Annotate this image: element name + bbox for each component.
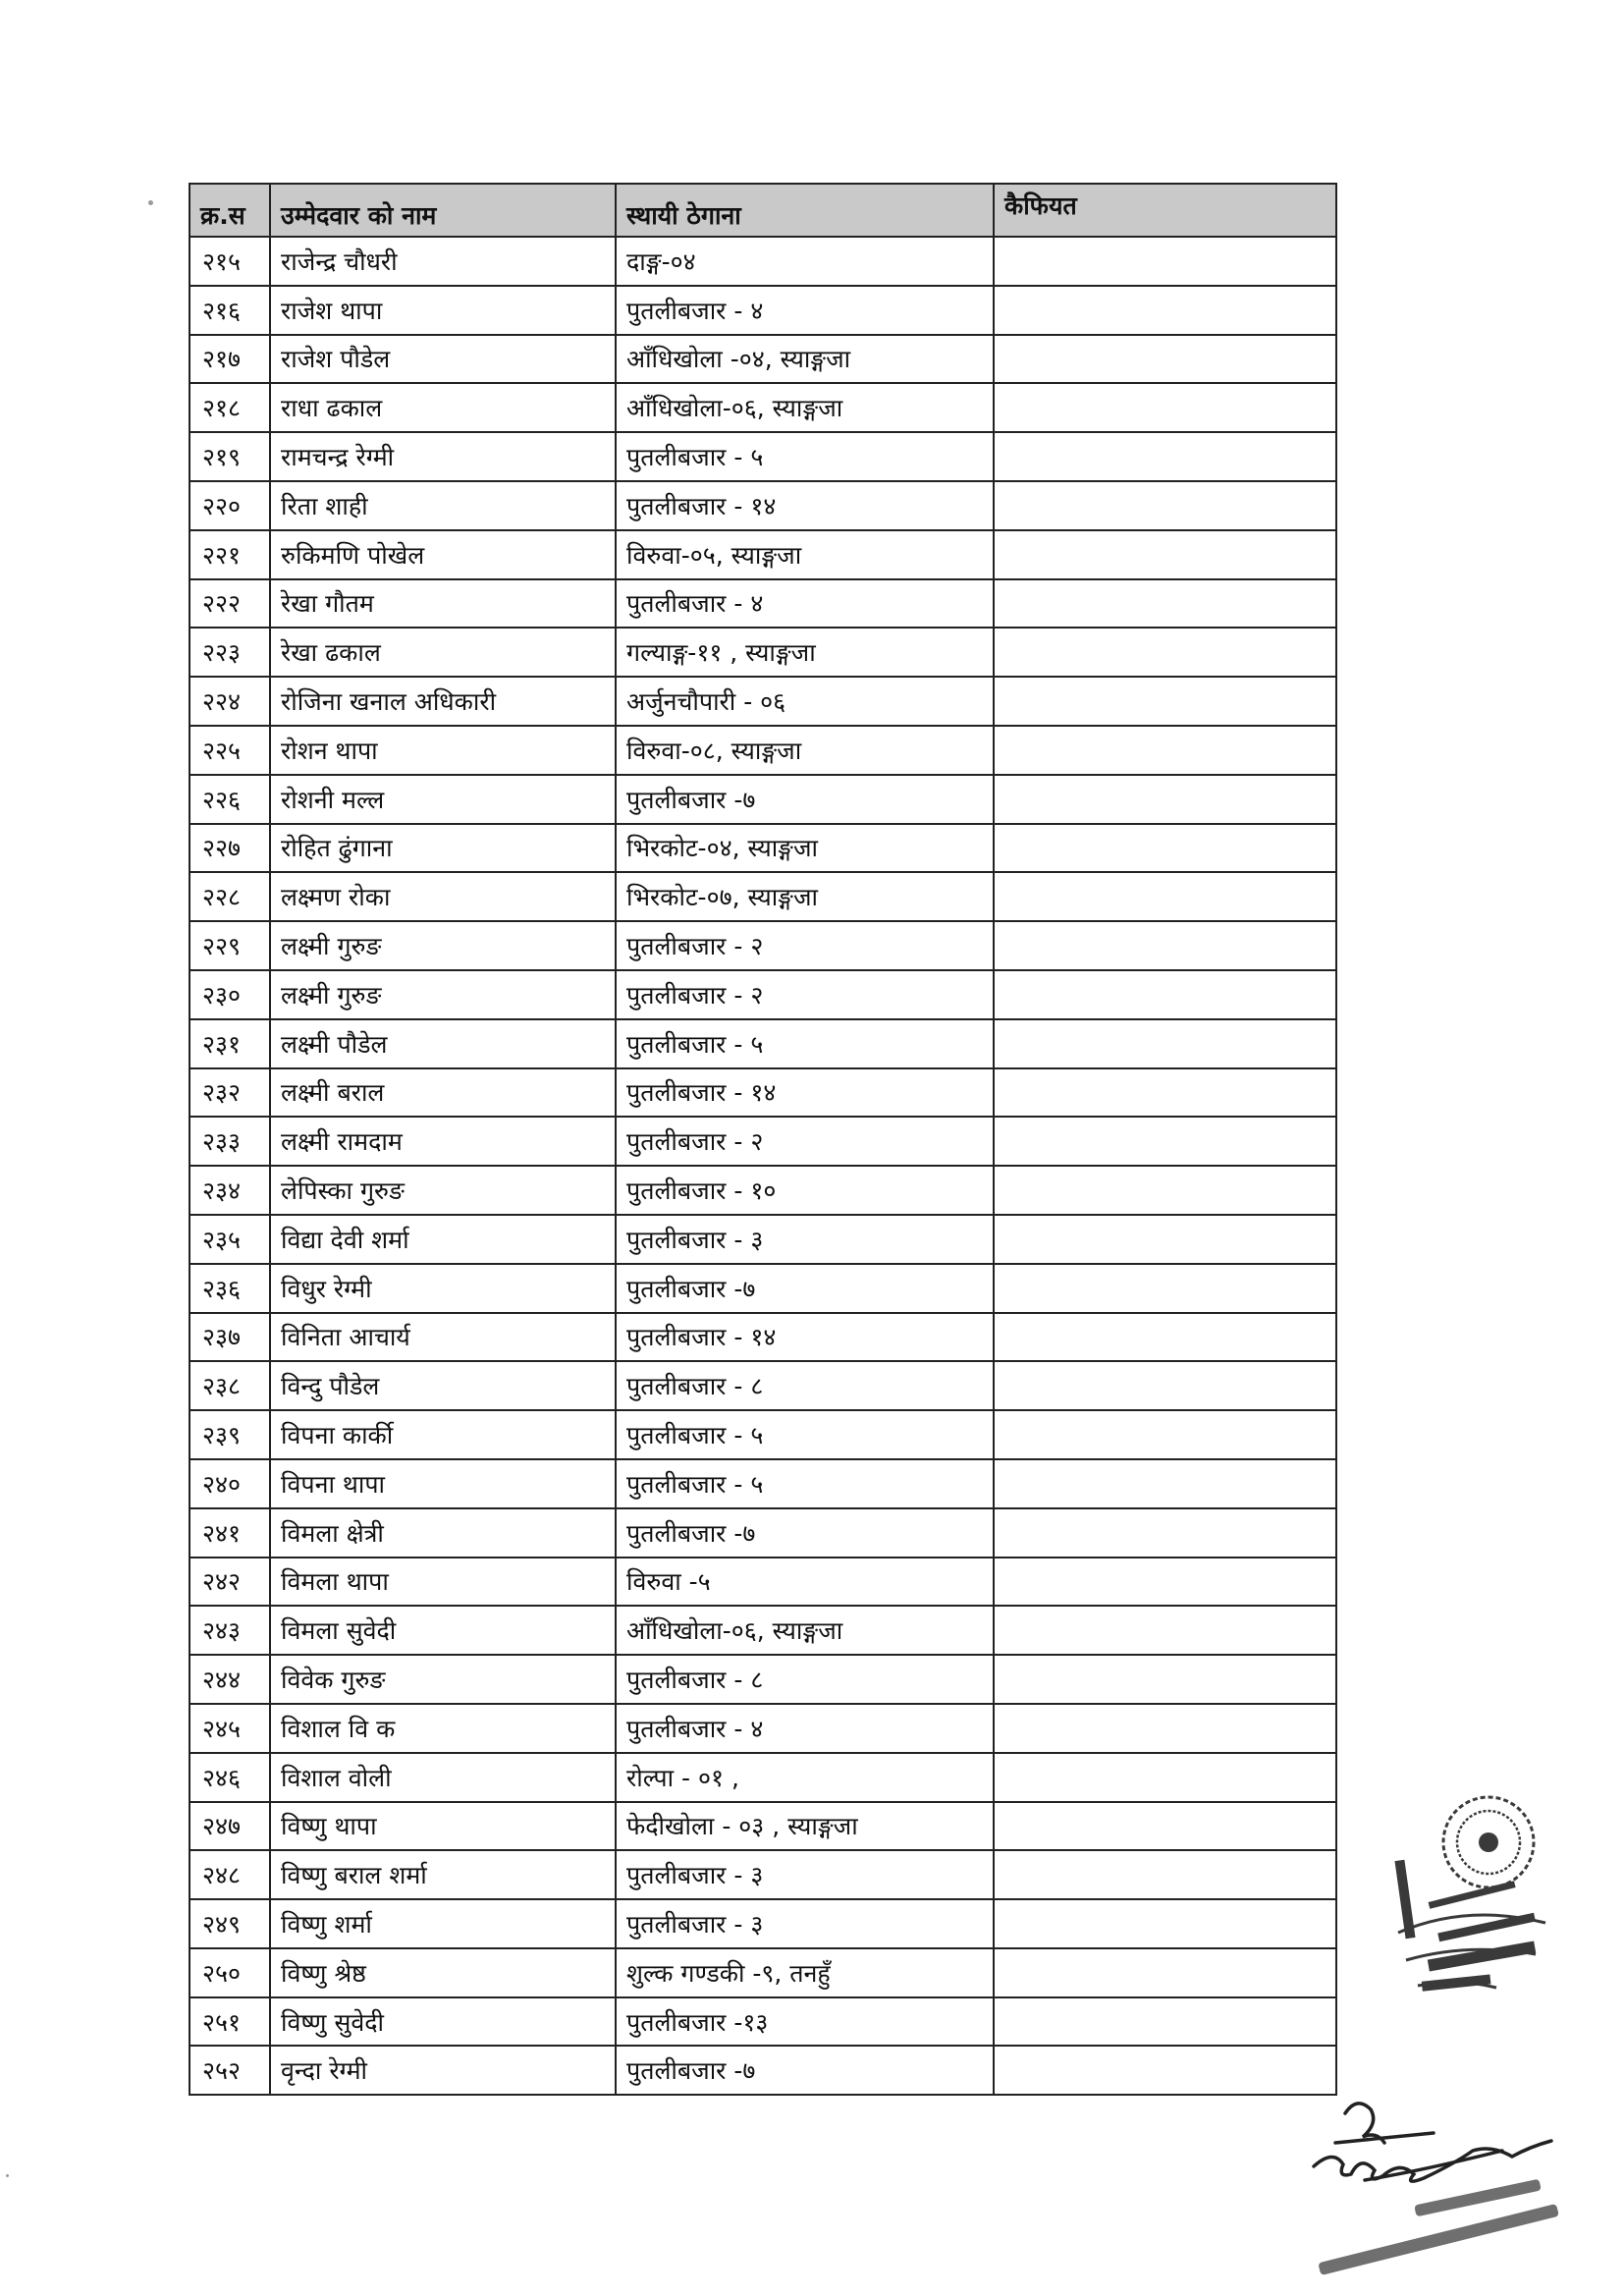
row-serial: २३२ xyxy=(189,1068,270,1118)
row-remarks xyxy=(994,1019,1336,1068)
row-remarks xyxy=(994,775,1336,824)
row-serial: २२२ xyxy=(189,579,270,629)
row-name: विष्णु श्रेष्ठ xyxy=(270,1948,616,1997)
header-address: स्थायी ठेगाना xyxy=(616,184,994,237)
row-remarks xyxy=(994,1753,1336,1802)
row-remarks xyxy=(994,1558,1336,1607)
scan-speck xyxy=(148,200,153,205)
row-address: पुतलीबजार -७ xyxy=(616,775,994,824)
office-seal-stamp xyxy=(1379,1785,1553,2011)
row-remarks xyxy=(994,872,1336,921)
row-remarks xyxy=(994,1802,1336,1851)
row-serial: २४१ xyxy=(189,1508,270,1558)
table-row xyxy=(189,628,1336,677)
row-name: लक्ष्मण रोका xyxy=(270,872,616,921)
row-address: भिरकोट-०४, स्याङ्गजा xyxy=(616,824,994,873)
row-address: पुतलीबजार - ८ xyxy=(616,1361,994,1410)
table-row xyxy=(189,1899,1336,1948)
row-address: पुतलीबजार - ८ xyxy=(616,1655,994,1704)
row-remarks xyxy=(994,383,1336,432)
row-remarks xyxy=(994,921,1336,970)
row-serial: २१७ xyxy=(189,335,270,384)
row-remarks xyxy=(994,1117,1336,1166)
row-name: रिता शाही xyxy=(270,481,616,530)
row-remarks xyxy=(994,1068,1336,1118)
row-name: विशाल वि क xyxy=(270,1704,616,1753)
table-row xyxy=(189,383,1336,432)
row-name: विष्णु बराल शर्मा xyxy=(270,1850,616,1899)
table-row xyxy=(189,1361,1336,1410)
row-address: आँधिखोला-०६, स्याङ्गजा xyxy=(616,1606,994,1655)
table-row xyxy=(189,1264,1336,1313)
row-address: रोल्पा - ०१ , xyxy=(616,1753,994,1802)
row-address: विरुवा-०८, स्याङ्गजा xyxy=(616,726,994,775)
table-row xyxy=(189,1068,1336,1118)
row-address: पुतलीबजार - १४ xyxy=(616,1313,994,1362)
row-remarks xyxy=(994,1704,1336,1753)
table-row xyxy=(189,1166,1336,1215)
row-serial: २३७ xyxy=(189,1313,270,1362)
row-serial: २५१ xyxy=(189,1997,270,2047)
row-address: पुतलीबजार - २ xyxy=(616,970,994,1019)
row-name: राजेश थापा xyxy=(270,286,616,335)
table-body xyxy=(189,237,1336,2095)
table-row xyxy=(189,1802,1336,1851)
row-name: लक्ष्मी गुरुङ xyxy=(270,921,616,970)
row-name: विपना कार्की xyxy=(270,1410,616,1459)
table-row xyxy=(189,1948,1336,1997)
header-name: उम्मेदवार को नाम xyxy=(270,184,616,237)
row-serial: २३१ xyxy=(189,1019,270,1068)
row-serial: २३५ xyxy=(189,1215,270,1264)
row-serial: २४५ xyxy=(189,1704,270,1753)
row-name: लक्ष्मी रामदाम xyxy=(270,1117,616,1166)
row-address: पुतलीबजार - १४ xyxy=(616,1068,994,1118)
row-name: राधा ढकाल xyxy=(270,383,616,432)
row-remarks xyxy=(994,824,1336,873)
row-name: विमला क्षेत्री xyxy=(270,1508,616,1558)
row-address: पुतलीबजार - १० xyxy=(616,1166,994,1215)
table-row xyxy=(189,1850,1336,1899)
row-serial: २३६ xyxy=(189,1264,270,1313)
row-serial: २२० xyxy=(189,481,270,530)
row-name: विष्णु शर्मा xyxy=(270,1899,616,1948)
row-serial: २४३ xyxy=(189,1606,270,1655)
row-address: शुल्क गण्डकी -९, तनहुँ xyxy=(616,1948,994,1997)
row-name: विधुर रेग्मी xyxy=(270,1264,616,1313)
table-row xyxy=(189,872,1336,921)
table-row xyxy=(189,237,1336,286)
scan-speck xyxy=(6,2174,9,2177)
row-name: विमला सुवेदी xyxy=(270,1606,616,1655)
row-remarks xyxy=(994,1948,1336,1997)
row-name: विनिता आचार्य xyxy=(270,1313,616,1362)
row-serial: २२७ xyxy=(189,824,270,873)
row-serial: २१९ xyxy=(189,432,270,481)
row-serial: २१५ xyxy=(189,237,270,286)
row-remarks xyxy=(994,1508,1336,1558)
row-serial: २४४ xyxy=(189,1655,270,1704)
row-address: पुतलीबजार - ४ xyxy=(616,1704,994,1753)
row-serial: २४९ xyxy=(189,1899,270,1948)
row-serial: २४६ xyxy=(189,1753,270,1802)
table-row xyxy=(189,1117,1336,1166)
row-serial: २४८ xyxy=(189,1850,270,1899)
row-remarks xyxy=(994,1313,1336,1362)
header-serial: क्र.स xyxy=(189,184,270,237)
row-serial: २२१ xyxy=(189,530,270,579)
table-row xyxy=(189,824,1336,873)
row-address: भिरकोट-०७, स्याङ्गजा xyxy=(616,872,994,921)
row-remarks xyxy=(994,1361,1336,1410)
row-remarks xyxy=(994,1264,1336,1313)
row-name: रेखा ढकाल xyxy=(270,628,616,677)
row-address: आँधिखोला-०६, स्याङ्गजा xyxy=(616,383,994,432)
row-remarks xyxy=(994,1215,1336,1264)
row-address: विरुवा -५ xyxy=(616,1558,994,1607)
row-remarks xyxy=(994,1459,1336,1508)
row-remarks xyxy=(994,1997,1336,2047)
row-serial: २४० xyxy=(189,1459,270,1508)
row-remarks xyxy=(994,335,1336,384)
row-address: पुतलीबजार - ५ xyxy=(616,432,994,481)
row-name: लक्ष्मी गुरुङ xyxy=(270,970,616,1019)
row-serial: २३८ xyxy=(189,1361,270,1410)
row-serial: २१६ xyxy=(189,286,270,335)
row-name: रोशन थापा xyxy=(270,726,616,775)
table-row xyxy=(189,481,1336,530)
table-row xyxy=(189,677,1336,726)
table-row xyxy=(189,1410,1336,1459)
row-address: फेदीखोला - ०३ , स्याङ्गजा xyxy=(616,1802,994,1851)
row-address: दाङ्ग-०४ xyxy=(616,237,994,286)
row-serial: २२३ xyxy=(189,628,270,677)
header-remarks: कैफियत xyxy=(994,184,1336,237)
row-remarks xyxy=(994,530,1336,579)
row-remarks xyxy=(994,2046,1336,2095)
table-header-row xyxy=(189,184,1336,237)
row-address: पुतलीबजार - २ xyxy=(616,1117,994,1166)
row-name: रामचन्द्र रेग्मी xyxy=(270,432,616,481)
table-row xyxy=(189,1753,1336,1802)
row-remarks xyxy=(994,1606,1336,1655)
row-serial: २१८ xyxy=(189,383,270,432)
table-row xyxy=(189,2046,1336,2095)
row-remarks xyxy=(994,1655,1336,1704)
officer-signature-block xyxy=(1306,2082,1581,2288)
row-name: विशाल वोली xyxy=(270,1753,616,1802)
row-serial: २५० xyxy=(189,1948,270,1997)
row-name: विमला थापा xyxy=(270,1558,616,1607)
row-name: राजेन्द्र चौधरी xyxy=(270,237,616,286)
row-name: लक्ष्मी पौडेल xyxy=(270,1019,616,1068)
row-serial: २५२ xyxy=(189,2046,270,2095)
row-name: विष्णु सुवेदी xyxy=(270,1997,616,2047)
row-address: पुतलीबजार - ४ xyxy=(616,579,994,629)
candidate-table xyxy=(189,183,1337,2096)
table-row xyxy=(189,432,1336,481)
row-name: लेपिस्का गुरुङ xyxy=(270,1166,616,1215)
row-address: पुतलीबजार - ५ xyxy=(616,1459,994,1508)
row-address: विरुवा-०५, स्याङ्गजा xyxy=(616,530,994,579)
row-remarks xyxy=(994,579,1336,629)
row-name: विष्णु थापा xyxy=(270,1802,616,1851)
row-remarks xyxy=(994,628,1336,677)
table-row xyxy=(189,1558,1336,1607)
row-name: विद्या देवी शर्मा xyxy=(270,1215,616,1264)
row-name: रोशनी मल्ल xyxy=(270,775,616,824)
row-remarks xyxy=(994,481,1336,530)
row-remarks xyxy=(994,677,1336,726)
row-serial: २३३ xyxy=(189,1117,270,1166)
table-row xyxy=(189,775,1336,824)
row-remarks xyxy=(994,237,1336,286)
row-address: पुतलीबजार -१३ xyxy=(616,1997,994,2047)
table-row xyxy=(189,1019,1336,1068)
row-address: पुतलीबजार -७ xyxy=(616,1264,994,1313)
table-row xyxy=(189,335,1336,384)
row-serial: २२६ xyxy=(189,775,270,824)
row-address: आँधिखोला -०४, स्याङ्गजा xyxy=(616,335,994,384)
row-remarks xyxy=(994,1410,1336,1459)
row-remarks xyxy=(994,286,1336,335)
row-address: पुतलीबजार - ३ xyxy=(616,1899,994,1948)
row-address: पुतलीबजार - ३ xyxy=(616,1850,994,1899)
row-name: राजेश पौडेल xyxy=(270,335,616,384)
row-address: पुतलीबजार -७ xyxy=(616,2046,994,2095)
row-name: विन्दु पौडेल xyxy=(270,1361,616,1410)
table-row xyxy=(189,1459,1336,1508)
table-row xyxy=(189,1606,1336,1655)
row-address: पुतलीबजार - ४ xyxy=(616,286,994,335)
row-serial: २२९ xyxy=(189,921,270,970)
row-name: लक्ष्मी बराल xyxy=(270,1068,616,1118)
row-name: विवेक गुरुङ xyxy=(270,1655,616,1704)
table-row xyxy=(189,286,1336,335)
row-address: पुतलीबजार - २ xyxy=(616,921,994,970)
row-serial: २२८ xyxy=(189,872,270,921)
row-address: पुतलीबजार - ५ xyxy=(616,1410,994,1459)
row-address: गल्याङ्ग-११ , स्याङ्गजा xyxy=(616,628,994,677)
row-serial: २३४ xyxy=(189,1166,270,1215)
row-address: पुतलीबजार - १४ xyxy=(616,481,994,530)
table-row xyxy=(189,530,1336,579)
row-serial: २३० xyxy=(189,970,270,1019)
row-name: रुकिमणि पोखेल xyxy=(270,530,616,579)
table-row xyxy=(189,921,1336,970)
row-address: पुतलीबजार - ३ xyxy=(616,1215,994,1264)
table-row xyxy=(189,579,1336,629)
row-address: पुतलीबजार - ५ xyxy=(616,1019,994,1068)
row-address: अर्जुनचौपारी - ०६ xyxy=(616,677,994,726)
row-address: पुतलीबजार -७ xyxy=(616,1508,994,1558)
row-name: वृन्दा रेग्मी xyxy=(270,2046,616,2095)
table-row xyxy=(189,1215,1336,1264)
table-row xyxy=(189,970,1336,1019)
row-remarks xyxy=(994,726,1336,775)
table-row xyxy=(189,726,1336,775)
table-row xyxy=(189,1655,1336,1704)
row-serial: २२४ xyxy=(189,677,270,726)
row-name: रेखा गौतम xyxy=(270,579,616,629)
row-remarks xyxy=(994,1850,1336,1899)
row-serial: २४२ xyxy=(189,1558,270,1607)
row-serial: २२५ xyxy=(189,726,270,775)
row-name: रोजिना खनाल अधिकारी xyxy=(270,677,616,726)
row-remarks xyxy=(994,1899,1336,1948)
row-remarks xyxy=(994,1166,1336,1215)
table-row xyxy=(189,1313,1336,1362)
row-remarks xyxy=(994,970,1336,1019)
row-serial: २३९ xyxy=(189,1410,270,1459)
table-row xyxy=(189,1508,1336,1558)
table-row xyxy=(189,1997,1336,2047)
row-name: विपना थापा xyxy=(270,1459,616,1508)
table-row xyxy=(189,1704,1336,1753)
row-name: रोहित ढुंगाना xyxy=(270,824,616,873)
row-remarks xyxy=(994,432,1336,481)
row-serial: २४७ xyxy=(189,1802,270,1851)
